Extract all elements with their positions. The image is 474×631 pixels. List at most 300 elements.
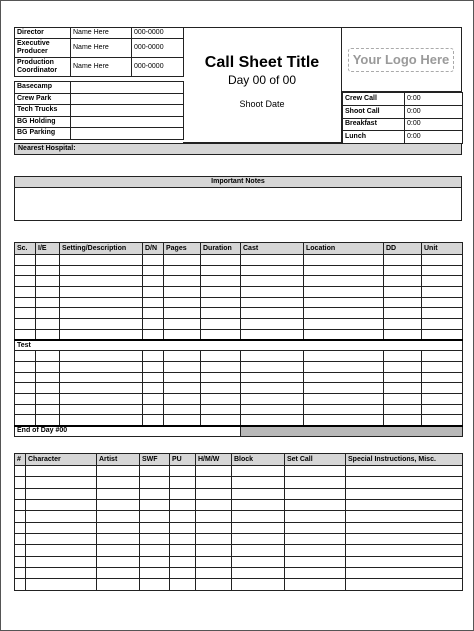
form-cell[interactable] (15, 308, 36, 319)
form-cell[interactable] (170, 488, 196, 499)
form-cell[interactable] (384, 361, 422, 372)
form-cell[interactable] (422, 351, 463, 362)
form-cell[interactable] (422, 329, 463, 340)
call-time[interactable]: 0:00 (405, 93, 463, 106)
form-cell[interactable] (26, 522, 97, 533)
form-cell[interactable] (15, 545, 26, 556)
form-cell[interactable] (97, 534, 140, 545)
form-cell[interactable] (384, 383, 422, 394)
form-cell[interactable] (304, 329, 384, 340)
form-cell[interactable] (304, 393, 384, 404)
col-pu: PU (170, 454, 196, 466)
form-cell[interactable] (15, 488, 26, 499)
form-cell[interactable] (196, 466, 232, 477)
form-cell[interactable] (304, 383, 384, 394)
form-cell[interactable] (232, 556, 285, 567)
form-cell[interactable] (232, 522, 285, 533)
form-cell[interactable] (140, 477, 170, 488)
form-cell[interactable] (422, 383, 463, 394)
form-cell[interactable] (304, 361, 384, 372)
form-cell[interactable] (201, 308, 241, 319)
form-cell[interactable] (60, 415, 143, 426)
form-cell[interactable] (60, 393, 143, 404)
form-cell[interactable] (143, 415, 164, 426)
form-cell[interactable] (304, 276, 384, 287)
form-cell[interactable] (164, 287, 201, 298)
form-cell[interactable] (140, 500, 170, 511)
form-cell[interactable] (304, 297, 384, 308)
form-cell[interactable] (346, 522, 463, 533)
form-cell[interactable] (15, 466, 26, 477)
important-notes-box[interactable] (14, 176, 462, 221)
form-cell[interactable] (36, 351, 60, 362)
form-cell[interactable] (241, 372, 304, 383)
scene-row (15, 372, 463, 383)
form-cell[interactable] (143, 383, 164, 394)
form-cell[interactable] (143, 372, 164, 383)
form-cell[interactable] (15, 329, 36, 340)
form-cell[interactable] (170, 500, 196, 511)
col-swf: SWF (140, 454, 170, 466)
form-cell[interactable] (232, 511, 285, 522)
form-cell[interactable] (97, 477, 140, 488)
form-cell[interactable] (36, 265, 60, 276)
form-cell[interactable] (60, 265, 143, 276)
form-cell[interactable] (36, 308, 60, 319)
form-cell[interactable] (164, 276, 201, 287)
col-block: Block (232, 454, 285, 466)
form-cell[interactable] (346, 545, 463, 556)
call-label: Lunch (343, 131, 405, 144)
form-cell[interactable] (26, 568, 97, 579)
col-ie: I/E (36, 243, 60, 255)
form-cell[interactable] (170, 568, 196, 579)
form-cell[interactable] (15, 361, 36, 372)
form-cell[interactable] (422, 287, 463, 298)
location-value[interactable] (71, 128, 184, 140)
form-cell[interactable] (143, 351, 164, 362)
location-value[interactable] (71, 116, 184, 128)
form-cell[interactable] (241, 265, 304, 276)
scene-row (15, 383, 463, 394)
form-cell[interactable] (26, 488, 97, 499)
form-cell[interactable] (36, 383, 60, 394)
form-cell[interactable] (15, 556, 26, 567)
form-cell[interactable] (143, 361, 164, 372)
form-cell[interactable] (15, 372, 36, 383)
nearest-hospital-bar[interactable]: Nearest Hospital: (14, 143, 462, 155)
location-value[interactable] (71, 82, 184, 94)
form-cell[interactable] (26, 534, 97, 545)
form-cell[interactable] (422, 372, 463, 383)
crew-name[interactable]: Name Here (71, 28, 132, 39)
form-cell[interactable] (60, 308, 143, 319)
form-cell[interactable] (196, 522, 232, 533)
logo-placeholder[interactable]: Your Logo Here (348, 48, 454, 72)
form-cell[interactable] (422, 308, 463, 319)
form-cell[interactable] (384, 393, 422, 404)
form-cell[interactable] (346, 511, 463, 522)
form-cell[interactable] (143, 329, 164, 340)
form-cell[interactable] (422, 393, 463, 404)
scene-row (15, 351, 463, 362)
cast-row (15, 488, 463, 499)
form-cell[interactable] (97, 466, 140, 477)
form-cell[interactable] (164, 255, 201, 266)
form-cell[interactable] (36, 372, 60, 383)
form-cell[interactable] (60, 255, 143, 266)
day-counter[interactable]: Day 00 of 00 (227, 73, 297, 87)
form-cell[interactable] (201, 255, 241, 266)
form-cell[interactable] (15, 393, 36, 404)
form-cell[interactable] (36, 361, 60, 372)
form-cell[interactable] (285, 556, 346, 567)
form-cell[interactable] (143, 297, 164, 308)
form-cell[interactable] (196, 511, 232, 522)
form-cell[interactable] (170, 556, 196, 567)
form-cell[interactable] (60, 276, 143, 287)
form-cell[interactable] (143, 319, 164, 330)
form-cell[interactable] (143, 287, 164, 298)
location-table (14, 81, 184, 140)
form-cell[interactable] (346, 556, 463, 567)
form-cell[interactable] (164, 308, 201, 319)
form-cell[interactable] (140, 466, 170, 477)
call-time[interactable]: 0:00 (405, 105, 463, 118)
form-cell[interactable] (60, 372, 143, 383)
scene-row (15, 393, 463, 404)
form-cell[interactable] (15, 276, 36, 287)
form-cell[interactable] (164, 351, 201, 362)
form-cell[interactable] (232, 488, 285, 499)
form-cell[interactable] (60, 319, 143, 330)
form-cell[interactable] (232, 477, 285, 488)
form-cell[interactable] (60, 361, 143, 372)
col-artist: Artist (97, 454, 140, 466)
form-cell[interactable] (97, 488, 140, 499)
form-cell[interactable] (60, 287, 143, 298)
form-cell[interactable] (384, 372, 422, 383)
form-cell[interactable] (201, 276, 241, 287)
form-cell[interactable] (241, 287, 304, 298)
form-cell[interactable] (143, 393, 164, 404)
form-cell[interactable] (36, 297, 60, 308)
form-cell[interactable] (15, 477, 26, 488)
form-cell[interactable] (164, 319, 201, 330)
form-cell[interactable] (285, 477, 346, 488)
form-cell[interactable] (15, 351, 36, 362)
form-cell[interactable] (60, 351, 143, 362)
form-cell[interactable] (26, 500, 97, 511)
form-cell[interactable] (346, 534, 463, 545)
form-cell[interactable] (15, 579, 26, 590)
scene-row (15, 297, 463, 308)
form-cell[interactable] (201, 287, 241, 298)
form-cell[interactable] (346, 488, 463, 499)
form-cell[interactable] (140, 545, 170, 556)
form-cell[interactable] (285, 534, 346, 545)
form-cell[interactable] (143, 276, 164, 287)
form-cell[interactable] (285, 545, 346, 556)
form-cell[interactable] (384, 308, 422, 319)
form-cell[interactable] (304, 415, 384, 426)
form-cell[interactable] (201, 329, 241, 340)
form-cell[interactable] (170, 477, 196, 488)
form-cell[interactable] (140, 488, 170, 499)
form-cell[interactable] (196, 500, 232, 511)
location-value[interactable] (71, 105, 184, 117)
form-cell[interactable] (196, 477, 232, 488)
form-cell[interactable] (201, 404, 241, 415)
form-cell[interactable] (170, 579, 196, 590)
scene-row (15, 308, 463, 319)
form-cell[interactable] (285, 500, 346, 511)
form-cell[interactable] (143, 308, 164, 319)
form-cell[interactable] (97, 522, 140, 533)
call-time[interactable]: 0:00 (405, 118, 463, 131)
form-cell[interactable] (304, 319, 384, 330)
form-cell[interactable] (164, 383, 201, 394)
form-cell[interactable] (201, 372, 241, 383)
form-cell[interactable] (60, 404, 143, 415)
form-cell[interactable] (241, 383, 304, 394)
form-cell[interactable] (164, 393, 201, 404)
form-cell[interactable] (143, 265, 164, 276)
scene-header-row (15, 243, 463, 255)
form-cell[interactable] (15, 522, 26, 533)
form-cell[interactable] (164, 297, 201, 308)
form-cell[interactable] (196, 556, 232, 567)
form-cell[interactable] (384, 351, 422, 362)
form-cell[interactable] (15, 319, 36, 330)
form-cell[interactable] (232, 545, 285, 556)
end-of-day-label[interactable]: End of Day #00 (15, 426, 241, 437)
form-cell[interactable] (232, 466, 285, 477)
form-cell[interactable] (97, 500, 140, 511)
form-cell[interactable] (384, 404, 422, 415)
form-cell[interactable] (164, 415, 201, 426)
form-cell[interactable] (196, 488, 232, 499)
form-cell[interactable] (241, 393, 304, 404)
form-cell[interactable] (196, 579, 232, 590)
form-cell[interactable] (241, 276, 304, 287)
form-cell[interactable] (201, 319, 241, 330)
form-cell[interactable] (164, 361, 201, 372)
form-cell[interactable] (196, 534, 232, 545)
form-cell[interactable] (164, 329, 201, 340)
form-cell[interactable] (304, 351, 384, 362)
form-cell[interactable] (36, 276, 60, 287)
form-cell[interactable] (384, 287, 422, 298)
form-cell[interactable] (422, 297, 463, 308)
form-cell[interactable] (285, 488, 346, 499)
form-cell[interactable] (26, 466, 97, 477)
form-cell[interactable] (304, 287, 384, 298)
shoot-date[interactable]: Shoot Date (239, 99, 285, 109)
form-cell[interactable] (422, 404, 463, 415)
form-cell[interactable] (384, 265, 422, 276)
form-cell[interactable] (346, 466, 463, 477)
form-cell[interactable] (241, 415, 304, 426)
form-cell[interactable] (15, 568, 26, 579)
form-cell[interactable] (201, 383, 241, 394)
form-cell[interactable] (15, 500, 26, 511)
cast-rows (15, 466, 463, 591)
form-cell[interactable] (384, 276, 422, 287)
form-cell[interactable] (15, 255, 36, 266)
form-cell[interactable] (384, 255, 422, 266)
form-cell[interactable] (285, 568, 346, 579)
form-cell[interactable] (60, 383, 143, 394)
form-cell[interactable] (140, 522, 170, 533)
form-cell[interactable] (285, 579, 346, 590)
call-sheet-title[interactable]: Call Sheet Title (204, 54, 320, 71)
form-cell[interactable] (36, 255, 60, 266)
form-cell[interactable] (384, 415, 422, 426)
form-cell[interactable] (97, 568, 140, 579)
crew-role: Executive Producer (15, 39, 71, 58)
form-cell[interactable] (26, 511, 97, 522)
form-cell[interactable] (15, 383, 36, 394)
form-cell[interactable] (196, 568, 232, 579)
form-cell[interactable] (97, 545, 140, 556)
form-cell[interactable] (241, 255, 304, 266)
form-cell[interactable] (241, 351, 304, 362)
form-cell[interactable] (241, 329, 304, 340)
form-cell[interactable] (304, 372, 384, 383)
call-label: Breakfast (343, 118, 405, 131)
form-cell[interactable] (143, 404, 164, 415)
crew-name[interactable]: Name Here (71, 39, 132, 58)
form-cell[interactable] (97, 511, 140, 522)
form-cell[interactable] (15, 287, 36, 298)
call-row (343, 131, 463, 144)
form-cell[interactable] (384, 319, 422, 330)
form-cell[interactable] (384, 329, 422, 340)
crew-name[interactable]: Name Here (71, 58, 132, 77)
location-row (15, 82, 184, 94)
form-cell[interactable] (384, 297, 422, 308)
form-cell[interactable] (97, 579, 140, 590)
form-cell[interactable] (201, 265, 241, 276)
form-cell[interactable] (232, 500, 285, 511)
form-cell[interactable] (15, 404, 36, 415)
form-cell[interactable] (241, 319, 304, 330)
form-cell[interactable] (140, 568, 170, 579)
form-cell[interactable] (36, 319, 60, 330)
form-cell[interactable] (304, 308, 384, 319)
form-cell[interactable] (26, 545, 97, 556)
form-cell[interactable] (26, 477, 97, 488)
form-cell[interactable] (241, 361, 304, 372)
form-cell[interactable] (140, 556, 170, 567)
form-cell[interactable] (346, 500, 463, 511)
form-cell[interactable] (143, 255, 164, 266)
form-cell[interactable] (232, 534, 285, 545)
form-cell[interactable] (60, 297, 143, 308)
col-dn: D/N (143, 243, 164, 255)
form-cell[interactable] (140, 579, 170, 590)
form-cell[interactable] (164, 404, 201, 415)
form-cell[interactable] (201, 361, 241, 372)
form-cell[interactable] (36, 287, 60, 298)
form-cell[interactable] (422, 265, 463, 276)
call-time[interactable]: 0:00 (405, 131, 463, 144)
form-cell[interactable] (15, 265, 36, 276)
form-cell[interactable] (232, 579, 285, 590)
form-cell[interactable] (422, 255, 463, 266)
form-cell[interactable] (422, 361, 463, 372)
form-cell[interactable] (346, 477, 463, 488)
form-cell[interactable] (346, 579, 463, 590)
form-cell[interactable] (36, 329, 60, 340)
cast-row (15, 534, 463, 545)
form-cell[interactable] (15, 511, 26, 522)
form-cell[interactable] (232, 568, 285, 579)
form-cell[interactable] (164, 265, 201, 276)
form-cell[interactable] (170, 522, 196, 533)
form-cell[interactable] (164, 372, 201, 383)
form-cell[interactable] (241, 308, 304, 319)
form-cell[interactable] (201, 415, 241, 426)
scene-section-label[interactable]: Test (15, 340, 463, 351)
form-cell[interactable] (15, 415, 36, 426)
form-cell[interactable] (196, 545, 232, 556)
form-cell[interactable] (26, 556, 97, 567)
form-cell[interactable] (304, 404, 384, 415)
form-cell[interactable] (140, 511, 170, 522)
end-of-day-row (15, 426, 463, 437)
form-cell[interactable] (422, 319, 463, 330)
form-cell[interactable] (285, 522, 346, 533)
form-cell[interactable] (26, 579, 97, 590)
form-cell[interactable] (241, 297, 304, 308)
form-cell[interactable] (97, 556, 140, 567)
crew-phone[interactable]: 000-0000 (132, 39, 184, 58)
form-cell[interactable] (285, 511, 346, 522)
form-cell[interactable] (241, 404, 304, 415)
form-cell[interactable] (36, 404, 60, 415)
form-cell[interactable] (201, 297, 241, 308)
call-label: Shoot Call (343, 105, 405, 118)
location-value[interactable] (71, 93, 184, 105)
form-cell[interactable] (170, 534, 196, 545)
form-cell[interactable] (304, 255, 384, 266)
form-cell[interactable] (60, 329, 143, 340)
crew-phone[interactable]: 000-0000 (132, 28, 184, 39)
form-cell[interactable] (170, 466, 196, 477)
col-location: Location (304, 243, 384, 255)
form-cell[interactable] (36, 415, 60, 426)
crew-row (15, 28, 184, 39)
form-cell[interactable] (201, 351, 241, 362)
crew-phone[interactable]: 000-0000 (132, 58, 184, 77)
form-cell[interactable] (15, 534, 26, 545)
form-cell[interactable] (170, 545, 196, 556)
end-of-day-fill (241, 426, 463, 437)
form-cell[interactable] (422, 276, 463, 287)
form-cell[interactable] (15, 297, 36, 308)
form-cell[interactable] (140, 534, 170, 545)
form-cell[interactable] (36, 393, 60, 404)
location-label: BG Parking (15, 128, 71, 140)
form-cell[interactable] (304, 265, 384, 276)
form-cell[interactable] (285, 466, 346, 477)
form-cell[interactable] (170, 511, 196, 522)
form-cell[interactable] (346, 568, 463, 579)
form-cell[interactable] (201, 393, 241, 404)
form-cell[interactable] (422, 415, 463, 426)
